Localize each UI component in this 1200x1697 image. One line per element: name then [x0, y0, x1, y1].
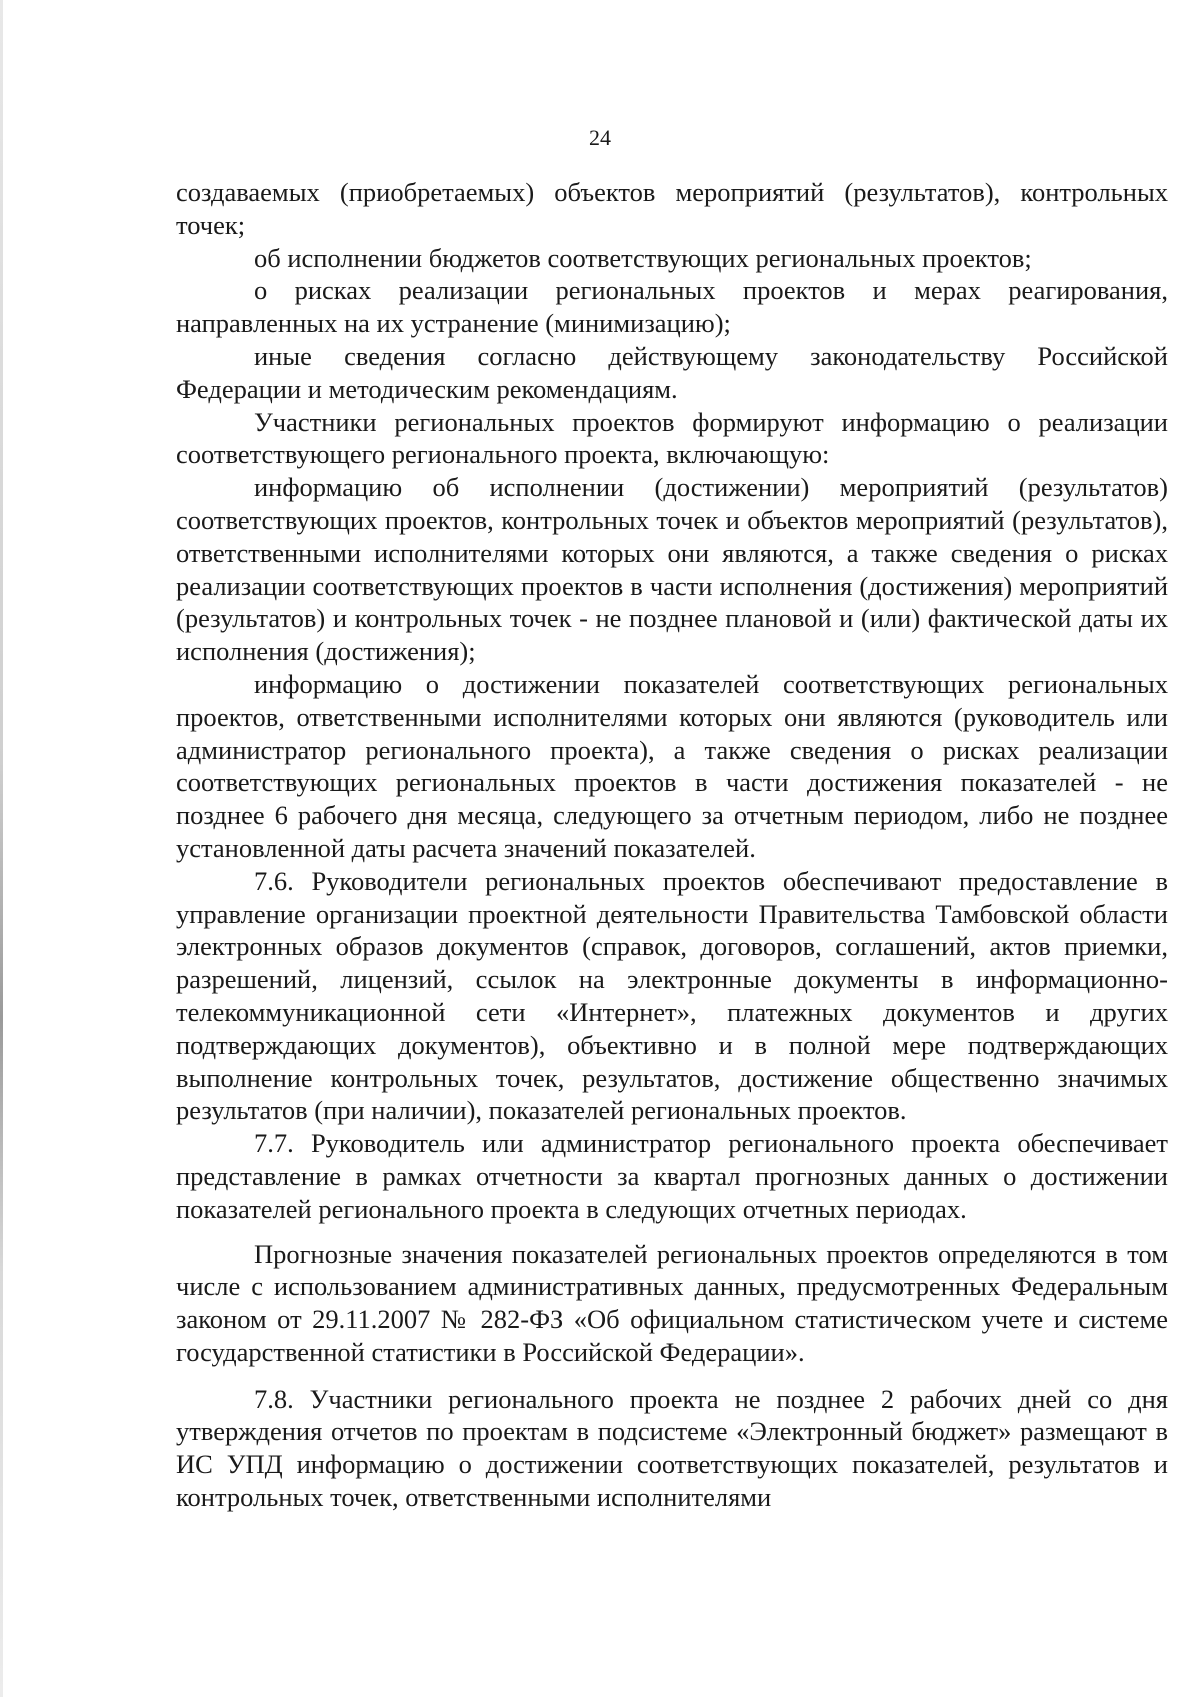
paragraph-7: информацию о достижении показателей соответствующих региональных проектов, ответственными исполнителями которых они являются (руководитель или администратор регионального проекта), а также сведения о рисках реализации соответствующих региональных проектов в части достижения показателей - не позднее 6 рабочего дня месяца, следующего за отчетным периодом, либо не позднее установленной даты расчета значений показателей. [176, 668, 1168, 863]
paragraph-section-7-8: 7.8. Участники регионального проекта не позднее 2 рабочих дней со дня утверждения отчетов по проектам в подсистеме «Электронный бюджет» размещают в ИС УПД информацию о достижении соответствующих показателей, результатов и контрольных точек, ответственными исполнителями [176, 1383, 1168, 1513]
paragraph-1: создаваемых (приобретаемых) объектов мероприятий (результатов), контрольных точек; [176, 177, 1168, 240]
paragraph-2: об исполнении бюджетов соответствующих региональных проектов; [254, 242, 1032, 273]
paragraph-6: информацию об исполнении (достижении) мероприятий (результатов) соответствующих проектов, контрольных точек и объектов мероприятий (результатов), ответственными исполнителями которых они являются, а также сведения о рисках реализации соответствующих проектов в части исполнения (достижения) мероприятий (результатов) и контрольных точек - не позднее плановой и (или) фактической даты их исполнения (достижения); [176, 472, 1168, 667]
document-body [176, 176, 1168, 1514]
paragraph-4: иные сведения согласно действующему законодательству Российской Федерации и методическим рекомендациям. [176, 340, 1168, 404]
paragraph-3: о рисках реализации региональных проектов и мерах реагирования, направленных на их устранение (минимизацию); [176, 275, 1168, 339]
paragraph-section-7-7: 7.7. Руководитель или администратор регионального проекта обеспечивает представление в рамках отчетности за квартал прогнозных данных о достижении показателей регионального проекта в следующих отчетных периодах. [176, 1128, 1168, 1224]
page-number: 24 [589, 125, 611, 150]
paragraph-forecast-values: Прогнозные значения показателей региональных проектов определяются в том числе с использованием административных данных, предусмотренных Федеральным законом от 29.11.2007 № 282-ФЗ «Об официальном статистическом учете и системе государственной статистики в Российской Федерации». [176, 1238, 1168, 1367]
paragraph-5: Участники региональных проектов формируют информацию о реализации соответствующего регионального проекта, включающую: [176, 406, 1168, 470]
paragraph-section-7-6: 7.6. Руководители региональных проектов обеспечивают предоставление в управление организации проектной деятельности Правительства Тамбовской области электронных образов документов (справок, договоров, соглашений, актов приемки, разрешений, лицензий, ссылок на электронные документы в информационно-телекоммуникационной сети «Интернет», платежных документов и других подтверждающих документов), объективно и в полной мере подтверждающих выполнение контрольных точек, результатов, достижение общественно значимых результатов (при наличии), показателей региональных проектов. [176, 865, 1168, 1126]
scan-edge-shadow [0, 0, 3, 1697]
